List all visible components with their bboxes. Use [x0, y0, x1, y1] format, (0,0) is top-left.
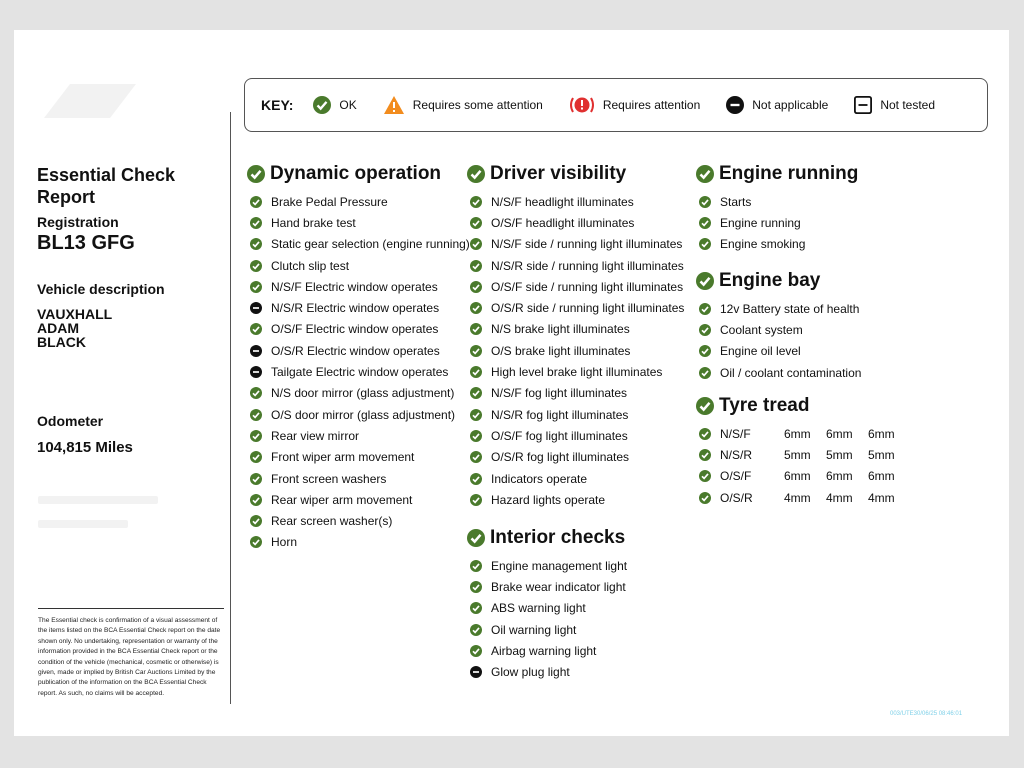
check-item	[467, 555, 627, 576]
check-item	[247, 447, 470, 468]
check-item-label: ABS warning light	[491, 601, 586, 616]
tyre-depth: 5mm	[868, 447, 895, 462]
not-applicable-icon	[250, 302, 262, 314]
check-item	[247, 468, 470, 489]
disclaimer-divider	[38, 608, 224, 609]
key-item-warning	[383, 95, 543, 115]
check-list	[247, 191, 470, 553]
footer-stamp: 003/UTE30/06/25 08:46:01	[890, 711, 963, 717]
tyre-depth: 6mm	[784, 469, 811, 484]
ok-icon	[470, 451, 482, 463]
ok-icon	[250, 515, 262, 527]
check-list	[696, 191, 858, 255]
not-applicable-icon	[250, 366, 262, 378]
ok-icon	[470, 366, 482, 378]
check-item	[247, 425, 470, 446]
check-item-label: O/S/R fog light illuminates	[491, 450, 630, 465]
check-item	[696, 341, 861, 362]
check-item-label: Hand brake test	[271, 215, 356, 230]
ok-icon	[470, 494, 482, 506]
tyre-depth: 6mm	[868, 426, 895, 441]
section-tyre-tread	[696, 395, 910, 508]
check-item-label: High level brake light illuminates	[491, 365, 663, 380]
check-item	[696, 234, 858, 255]
ok-icon	[250, 323, 262, 335]
ok-icon	[699, 196, 711, 208]
section-heading	[467, 527, 627, 549]
ok-icon	[699, 303, 711, 315]
ok-icon	[470, 602, 482, 614]
ok-icon	[250, 430, 262, 442]
key-label-alert: Requires attention	[602, 98, 701, 112]
check-item	[247, 276, 470, 297]
key-item-ok	[313, 96, 356, 114]
check-item-label: N/S/R fog light illuminates	[491, 407, 629, 422]
check-item	[696, 319, 861, 340]
check-item-label: Engine oil level	[720, 344, 801, 359]
tyre-position: O/S/R	[720, 490, 753, 505]
not-applicable-icon	[250, 345, 262, 357]
check-item	[247, 510, 470, 531]
section-heading	[696, 270, 861, 292]
check-item	[247, 212, 470, 233]
ok-icon	[699, 238, 711, 250]
tyre-row	[696, 466, 910, 487]
check-item	[467, 404, 684, 425]
faded-text-placeholder	[38, 520, 128, 528]
check-item-label: Brake wear indicator light	[491, 579, 626, 594]
ok-icon	[467, 529, 485, 547]
ok-icon	[247, 165, 265, 183]
check-item-label: O/S/F fog light illuminates	[491, 428, 628, 443]
ok-icon	[467, 165, 485, 183]
ok-icon	[470, 345, 482, 357]
ok-icon	[250, 473, 262, 485]
odometer-value: 104,815 Miles	[37, 439, 133, 456]
tyre-depth: 4mm	[826, 490, 853, 505]
check-item	[696, 362, 861, 383]
check-item	[247, 319, 470, 340]
check-item-label: N/S/R side / running light illuminates	[491, 258, 684, 273]
check-item	[467, 297, 684, 318]
ok-icon	[470, 217, 482, 229]
ok-icon	[470, 323, 482, 335]
check-item	[467, 276, 684, 297]
check-item	[467, 447, 684, 468]
check-item-label: Hazard lights operate	[491, 492, 606, 507]
check-item-label: O/S door mirror (glass adjustment)	[271, 407, 456, 422]
check-item	[467, 383, 684, 404]
section-heading	[247, 163, 470, 185]
tyre-position: N/S/R	[720, 447, 753, 462]
tyre-depth: 4mm	[868, 490, 895, 505]
section-heading	[696, 163, 858, 185]
check-item-label: O/S brake light illuminates	[491, 343, 631, 358]
check-item-label: N/S/F side / running light illuminates	[491, 237, 683, 252]
check-item	[247, 255, 470, 276]
ok-icon	[250, 536, 262, 548]
ok-icon	[250, 217, 262, 229]
left-divider	[230, 112, 231, 704]
registration-label: Registration	[37, 214, 119, 230]
check-item	[467, 425, 684, 446]
check-item	[247, 297, 470, 318]
check-item-label: Engine management light	[491, 558, 628, 573]
check-item-label: Rear wiper arm movement	[271, 492, 413, 507]
check-item-label: Oil warning light	[491, 622, 577, 637]
check-item	[467, 576, 627, 597]
check-list	[467, 555, 627, 683]
check-item-label: Tailgate Electric window operates	[271, 365, 449, 380]
check-item	[247, 340, 470, 361]
ok-icon	[470, 387, 482, 399]
warning-icon	[383, 95, 405, 115]
check-item	[247, 532, 470, 553]
tyre-row	[696, 444, 910, 465]
check-item-label: Engine smoking	[720, 237, 806, 252]
check-item	[467, 191, 684, 212]
check-item-label: O/S/R side / running light illuminates	[491, 301, 685, 316]
section-engine-running	[696, 163, 858, 255]
ok-icon	[699, 367, 711, 379]
section-engine-bay	[696, 270, 861, 383]
ok-icon	[250, 260, 262, 272]
ok-icon	[250, 409, 262, 421]
tyre-row	[696, 487, 910, 508]
section-title: Interior checks	[490, 527, 626, 548]
ok-icon	[250, 281, 262, 293]
ok-icon	[250, 494, 262, 506]
section-title: Engine bay	[719, 270, 821, 291]
key-label-warning: Requires some attention	[412, 98, 543, 112]
check-item-label: N/S/F Electric window operates	[271, 279, 438, 294]
check-item	[467, 640, 627, 661]
check-item	[247, 361, 470, 382]
vehicle-description-label: Vehicle description	[37, 281, 165, 297]
key-legend	[244, 78, 988, 132]
ok-icon	[470, 560, 482, 572]
check-item-label: Engine running	[720, 215, 801, 230]
check-item	[467, 340, 684, 361]
ok-icon	[699, 345, 711, 357]
tyre-depth: 4mm	[784, 490, 811, 505]
ok-icon	[470, 645, 482, 657]
check-item	[467, 234, 684, 255]
ok-icon	[470, 260, 482, 272]
check-item-label: N/S door mirror (glass adjustment)	[271, 386, 455, 401]
ok-icon	[470, 302, 482, 314]
key-label-not-tested: Not tested	[880, 98, 936, 112]
ok-icon	[250, 196, 262, 208]
check-item-label: Rear view mirror	[271, 428, 360, 443]
check-item-label: Static gear selection (engine running)	[271, 237, 470, 252]
ok-icon	[699, 217, 711, 229]
registration-value: BL13 GFG	[37, 232, 135, 254]
report-title: Essential Check Report	[37, 165, 176, 207]
check-item	[247, 489, 470, 510]
check-item-label: O/S/F side / running light illuminates	[491, 279, 684, 294]
ok-icon	[470, 238, 482, 250]
ok-icon	[250, 451, 262, 463]
ok-icon	[696, 397, 714, 415]
check-item	[467, 661, 627, 682]
check-list	[696, 298, 861, 383]
check-item-label: Glow plug light	[491, 665, 570, 680]
check-item	[247, 234, 470, 255]
section-title: Dynamic operation	[270, 163, 442, 184]
check-item	[467, 489, 684, 510]
check-list	[696, 423, 910, 508]
vehicle-summary	[37, 164, 227, 456]
check-item-label: Rear screen washer(s)	[271, 514, 393, 529]
tyre-row	[696, 423, 910, 444]
bca-logo	[40, 78, 140, 122]
vehicle-model: ADAM	[37, 320, 79, 336]
ok-icon	[470, 581, 482, 593]
not-applicable-icon	[470, 666, 482, 678]
check-item-label: N/S/F fog light illuminates	[491, 386, 628, 401]
section-interior-checks	[467, 527, 627, 683]
ok-icon	[699, 428, 711, 440]
check-item-label: Front wiper arm movement	[271, 450, 415, 465]
ok-icon	[250, 238, 262, 250]
ok-icon	[470, 409, 482, 421]
tyre-depth: 5mm	[826, 447, 853, 462]
ok-icon	[470, 624, 482, 636]
check-item	[247, 404, 470, 425]
check-item-label: Front screen washers	[271, 471, 387, 486]
section-driver-visibility	[467, 163, 684, 510]
check-item	[247, 383, 470, 404]
check-item-label: Airbag warning light	[491, 643, 597, 658]
check-item	[467, 319, 684, 340]
ok-icon	[313, 96, 331, 114]
ok-icon	[470, 196, 482, 208]
tyre-position: N/S/F	[720, 426, 751, 441]
ok-icon	[699, 449, 711, 461]
ok-icon	[696, 165, 714, 183]
check-item-label: Clutch slip test	[271, 258, 350, 273]
check-item	[467, 255, 684, 276]
vehicle-make: VAUXHALL	[37, 306, 113, 322]
key-title: KEY:	[261, 97, 294, 113]
check-item	[467, 598, 627, 619]
check-item-label: Indicators operate	[491, 471, 588, 486]
check-item	[467, 361, 684, 382]
check-item	[696, 191, 858, 212]
tyre-depth: 6mm	[826, 469, 853, 484]
check-item-label: 12v Battery state of health	[720, 301, 860, 316]
key-item-not-tested	[854, 96, 935, 114]
section-title: Driver visibility	[490, 163, 627, 184]
not-applicable-icon	[726, 96, 744, 114]
check-item	[247, 191, 470, 212]
tyre-depth: 5mm	[784, 447, 811, 462]
check-item-label: O/S/F headlight illuminates	[491, 215, 635, 230]
section-dynamic-operation	[247, 163, 470, 553]
key-label-ok: OK	[339, 98, 357, 112]
ok-icon	[699, 324, 711, 336]
not-tested-icon	[854, 96, 872, 114]
check-item-label: N/S/R Electric window operates	[271, 301, 440, 316]
check-item-label: Coolant system	[720, 322, 803, 337]
check-item-label: Brake Pedal Pressure	[271, 194, 388, 209]
check-item	[467, 619, 627, 640]
check-item	[467, 468, 684, 489]
ok-icon	[250, 387, 262, 399]
check-item	[696, 298, 861, 319]
section-title: Tyre tread	[719, 395, 810, 416]
odometer-label: Odometer	[37, 413, 104, 429]
check-item-label: Oil / coolant contamination	[720, 365, 862, 380]
tyre-depth: 6mm	[826, 426, 853, 441]
vehicle-colour: BLACK	[37, 334, 86, 350]
check-list	[467, 191, 684, 510]
tyre-depth: 6mm	[868, 469, 895, 484]
ok-icon	[470, 281, 482, 293]
check-item-label: N/S/F headlight illuminates	[491, 194, 634, 209]
check-item	[696, 212, 858, 233]
check-item-label: O/S/F Electric window operates	[271, 322, 439, 337]
tyre-position: O/S/F	[720, 469, 752, 484]
check-item-label: Starts	[720, 194, 752, 209]
key-item-alert	[569, 95, 700, 115]
section-heading	[696, 395, 910, 417]
check-item-label: N/S brake light illuminates	[491, 322, 630, 337]
faded-text-placeholder	[38, 496, 158, 504]
check-item	[467, 212, 684, 233]
ok-icon	[699, 492, 711, 504]
key-label-na: Not applicable	[752, 98, 829, 112]
section-heading	[467, 163, 684, 185]
ok-icon	[470, 473, 482, 485]
check-item-label: Horn	[271, 535, 298, 550]
ok-icon	[696, 272, 714, 290]
tyre-depth: 6mm	[784, 426, 811, 441]
check-item-label: O/S/R Electric window operates	[271, 343, 440, 358]
disclaimer-text: The Essential check is confirmation of a visual assessment of the items listed on the BCA Essential Check report on the date shown only. No undertaking, representation or warranty of the information provided in the BCA Essential Check report or the condition of the vehicle (mechanical, cosmetic or otherwise) is given, made or implied by British Car Auctions Limited by the publication of the information on the BCA Essential Check report. As such, no claims will be accepted.	[38, 617, 221, 697]
alert-icon	[569, 95, 595, 115]
key-item-na	[726, 96, 828, 114]
ok-icon	[470, 430, 482, 442]
section-title: Engine running	[719, 163, 859, 184]
ok-icon	[699, 470, 711, 482]
